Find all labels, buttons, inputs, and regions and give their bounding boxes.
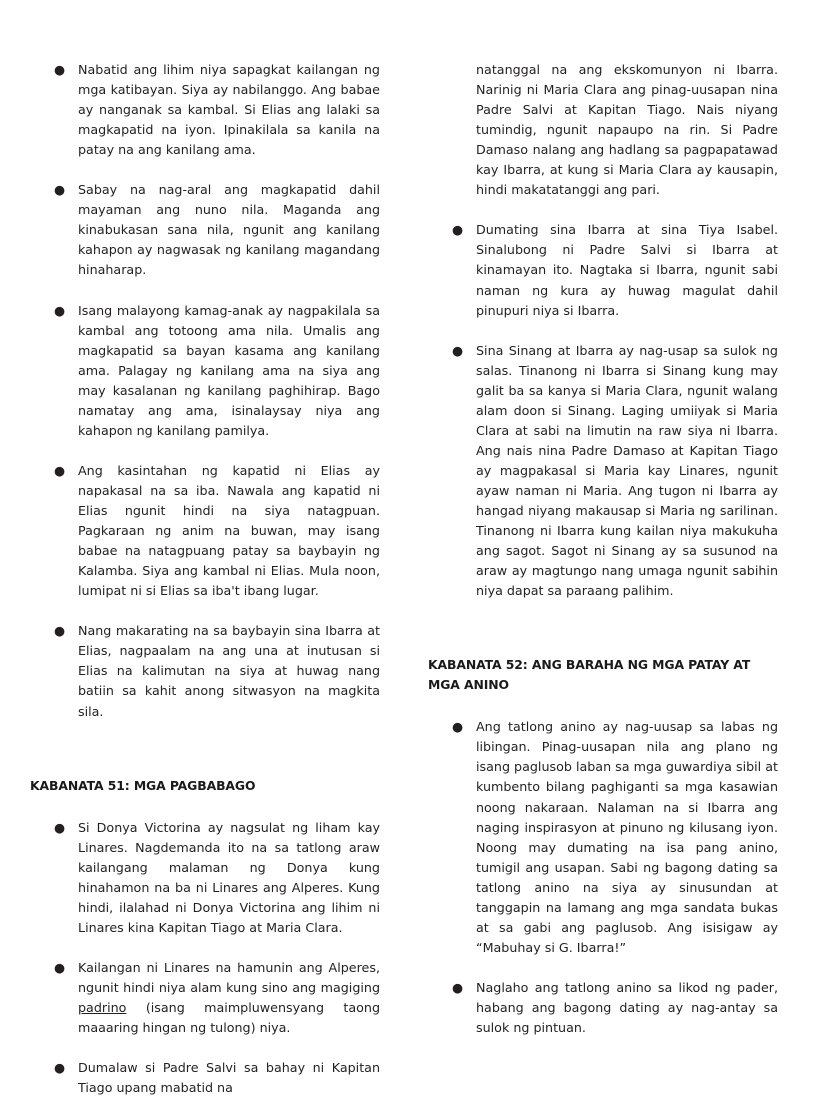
list-item [52, 818, 380, 958]
spacer [428, 695, 778, 717]
left-bullet-list-top [30, 60, 380, 742]
list-item-text: Dumating sina Ibarra at sina Tiya Isabel. Sinalubong ni Padre Salvi si Ibarra at kinamayan ito. Nagtaka si Ibarra, ngunit sabi naman ng kura ay huwag magulat dahil pinupuri niya si Ibarra. [476, 222, 778, 318]
bullet-icon: ● [54, 62, 66, 77]
right-column [428, 60, 778, 1058]
underlined-term-padrino: padrino [78, 1000, 127, 1016]
bullet-icon: ● [452, 979, 464, 995]
list-item-text: Si Donya Victorina ay nagsulat ng liham kay Linares. Nagdemanda ito na sa tatlong araw kailangang malaman ng Donya kung hinahamon na ba ni Linares ang Alperes. Kung hindi, ilalahad ni Donya Victorina ang lihim ni Linares kina Kapitan Tiago at Maria Clara. [78, 819, 380, 935]
bullet-icon: ● [54, 462, 66, 478]
left-bullet-list-chapter51 [30, 818, 380, 1118]
bullet-icon: ● [452, 342, 464, 358]
continuation-text: natanggal na ang ekskomunyon ni Ibarra. Narinig ni Maria Clara ang pinag-uusapan nina Padre Salvi at Kapitan Tiago. Nais niyang tumindig, ngunit napaupo na rin. Si Padre Damaso nalang ang hadlang sa pagpapatawad kay Ibarra, at kung si Maria Clara ay kausapin, hindi makatatanggi ang pari. [476, 62, 778, 198]
chapter-heading-52: KABANATA 52: ANG BARAHA NG MGA PATAY AT MGA ANINO [428, 657, 751, 693]
list-item [450, 220, 778, 340]
list-item [52, 301, 380, 461]
list-item [450, 341, 778, 622]
bullet-icon: ● [54, 1060, 66, 1076]
right-continuation-block [428, 60, 778, 220]
bullet-icon: ● [452, 719, 464, 735]
list-item-text: Ang tatlong anino ay nag-uusap sa labas ng libingan. Pinag-uusapan nila ang plano ng isang paglusob laban sa mga guwardiya sibil at kumbento bilang paghiganti sa mga kasawian noong nakaraan. Nalaman na si Ibarra ang naging inspirasyon at pinuno ng kilusang iyon. Noong may dumating na isa pang anino, tumigil ang usapan. Sabi ng bagong dating sa tatlong anino na siya ay sinusundan at tanggapin na lamang ang mga sandata bukas at sa gabi ang paglusob. Ang isisigaw ay “Mabuhay si G. Ibarra!” [476, 719, 778, 955]
bullet-icon: ● [54, 819, 66, 835]
list-item [52, 180, 380, 300]
bullet-icon: ● [54, 182, 66, 198]
list-item [52, 60, 380, 180]
list-item-text: Isang malayong kamag-anak ay nagpakilala sa kambal ang totoong ama nila. Umalis ang magkapatid sa bayan kasama ang kanilang ama. Palagay ng kanilang ama na siya ang may kasalanan ng kanilang paghihirap. Bago namatay ang ama, isinalaysay niya ang kahapon ng kanilang pamilya. [78, 302, 380, 438]
list-item-text: Dumalaw si Padre Salvi sa bahay ni Kapitan Tiago upang mabatid na [78, 1060, 380, 1096]
list-item-text: Naglaho ang tatlong anino sa likod ng pader, habang ang bagong dating ay nag-antay sa sulok ng pintuan. [476, 979, 778, 1036]
left-column [30, 60, 380, 1118]
spacer [428, 621, 778, 655]
text-before-term: Kailangan ni Linares na hamunin ang Alperes, ngunit hindi niya alam kung sino ang magiging [78, 959, 380, 995]
bullet-icon: ● [54, 959, 66, 975]
text-after-term: (isang maimpluwensyang taong maaaring hingan ng tulong) niya. [78, 1000, 380, 1036]
chapter-heading-51: KABANATA 51: MGA PAGBABAGO [30, 777, 256, 793]
list-item [450, 978, 778, 1058]
continuation-paragraph [450, 60, 778, 220]
bullet-icon: ● [54, 302, 66, 318]
list-item-text: Sabay na nag-aral ang magkapatid dahil mayaman ang nuno nila. Maganda ang kinabukasan sana nila, ngunit ang kanilang kahapon ay nagwasak ng kanilang magandang hinaharap. [78, 182, 380, 278]
list-item-text: Nang makarating na sa baybayin sina Ibarra at Elias, nagpaalam na ang una at inutusan si Elias na kalimutan na siya at huwag nang batiin sa kahit anong sitwasyon na magkita sila. [78, 623, 380, 719]
spacer [30, 742, 380, 776]
two-column-layout [30, 60, 798, 1118]
list-item [450, 717, 778, 978]
bullet-icon: ● [54, 623, 66, 639]
list-item [52, 621, 380, 741]
list-item [52, 1058, 380, 1118]
list-item-text [78, 958, 380, 1038]
spacer [30, 796, 380, 818]
right-bullet-list-top [428, 220, 778, 621]
list-item-text: Nabatid ang lihim niya sapagkat kailangan ng mga katibayan. Siya ay nabilanggo. Ang babae ay nanganak sa kambal. Si Elias ang lalaki sa magkapatid na iyon. Ipinakilala sa kanila na patay na ang kanilang ama. [78, 62, 380, 158]
bullet-icon: ● [452, 222, 464, 238]
list-item [52, 958, 380, 1058]
list-item-text: Ang kasintahan ng kapatid ni Elias ay napakasal na sa iba. Nawala ang kapatid ni Elias ngunit hindi na siya natagpuan. Pagkaraan ng anim na buwan, may isang babae na natagpuang patay sa baybayin ng Kalamba. Siya ang kambal ni Elias. Mula noon, lumipat ni si Elias sa iba't ibang lugar. [78, 462, 380, 599]
list-item [52, 461, 380, 621]
list-item-text: Sina Sinang at Ibarra ay nag-usap sa sulok ng salas. Tinanong ni Ibarra si Sinang kung may galit ba sa kanya si Maria Clara, ngunit walang alam doon si Sinang. Laging umiiyak si Maria Clara at sabi na limutin na raw siya ni Ibarra. Ang nais nina Padre Damaso at Kapitan Tiago ay magpakasal si Maria kay Linares, ngunit ayaw naman ni Maria. Ang tugon ni Ibarra ay hangad niyang makausap si Maria ng sarilinan. Tinanong ni Ibarra kung kailan niya makukuha ang sagot. Sagot ni Sinang ay sa susunod na araw ay magtungo nang umaga ngunit sabihin niya dapat sa paraang palihim. [476, 342, 778, 599]
right-bullet-list-chapter52 [428, 717, 778, 1058]
